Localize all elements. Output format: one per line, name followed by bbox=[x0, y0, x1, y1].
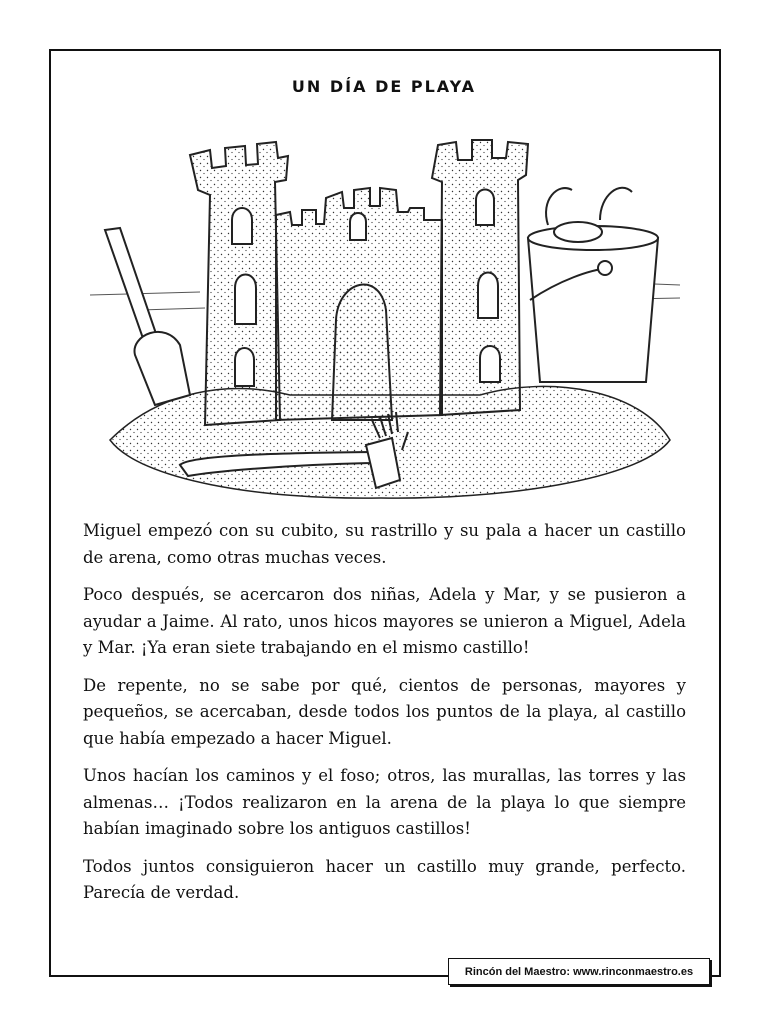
story-paragraph-1: Miguel empezó con su cubito, su rastrillo y su pala a hacer un castillo de arena, como otras muchas veces. bbox=[83, 521, 686, 567]
story-text bbox=[83, 518, 686, 918]
footer-credit: Rincón del Maestro: www.rinconmaestro.es bbox=[448, 958, 710, 985]
sandcastle-illustration bbox=[80, 120, 690, 515]
page-title: UN DÍA DE PLAYA bbox=[291, 77, 477, 96]
story-paragraph-2: Poco después, se acercaron dos niñas, Adela y Mar, y se pusieron a ayudar a Jaime. Al rato, unos hicos mayores se unieron a Miguel, Adela y Mar. ¡Ya eran siete trabajando en el mismo castillo! bbox=[83, 585, 686, 657]
story-paragraph-3: De repente, no se sabe por qué, cientos de personas, mayores y pequeños, se acercaban, desde todos los puntos de la playa, al castillo que había empezado a hacer Miguel. bbox=[83, 675, 686, 748]
story-paragraph-4: Unos hacían los caminos y el foso; otros, las murallas, las torres y las almenas… ¡Todos realizaron en la arena de la playa lo que siempre habían imaginado sobre los antiguos castillos! bbox=[83, 766, 686, 838]
story-paragraph-5: Todos juntos consiguieron hacer un castillo muy grande, perfecto. Parecía de verdad. bbox=[83, 856, 686, 902]
